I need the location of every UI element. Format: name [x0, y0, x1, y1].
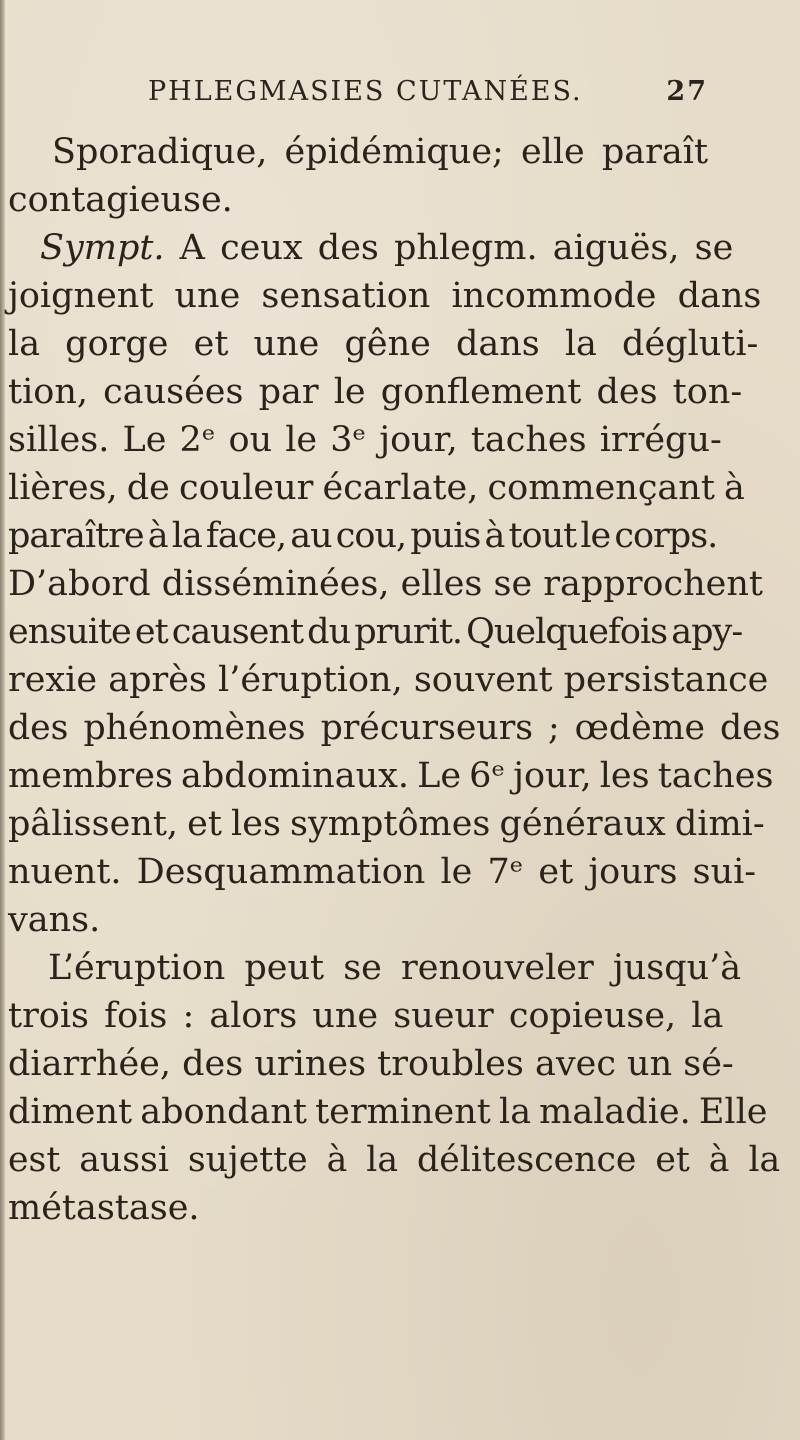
text-line: paraître à la face, au cou, puis à tout le corps.	[8, 516, 718, 556]
running-head	[148, 76, 708, 116]
text-line: rexie après l’éruption, souvent persistance	[8, 660, 769, 700]
text-line: L’éruption peut se renouveler jusqu’à	[48, 948, 742, 988]
text-line: nuent. Desquammation le 7ᵉ et jours sui-	[8, 852, 757, 892]
text-line: membres abdominaux. Le 6ᵉ jour, les taches	[8, 756, 774, 796]
text-line: ensuite et causent du prurit. Quelquefois apy-	[8, 612, 743, 652]
text-line: est aussi sujette à la délitescence et à la	[8, 1140, 781, 1180]
page-number: 27	[666, 76, 708, 107]
text-line: vans.	[8, 900, 101, 940]
running-head-title: PHLEGMASIES CUTANÉES.	[148, 76, 583, 107]
text-line: trois fois : alors une sueur copieuse, la	[8, 996, 724, 1036]
text-line: tion, causées par le gonflement des ton-	[8, 372, 743, 412]
text-line: la gorge et une gêne dans la dégluti-	[8, 324, 759, 364]
text-line: métastase.	[8, 1188, 200, 1228]
text-line: diment abondant terminent la maladie. Elle	[8, 1092, 768, 1132]
text-line: joignent une sensation incommode dans	[8, 276, 762, 316]
text-line: diarrhée, des urines troubles avec un sé-	[8, 1044, 734, 1084]
text-line: contagieuse.	[8, 180, 233, 220]
page-edge-shadow	[0, 0, 5, 1440]
text-line: lières, de couleur écarlate, commençant à	[8, 468, 745, 508]
text-line: pâlissent, et les symptômes généraux dimi-	[8, 804, 765, 844]
text-line: D’abord disséminées, elles se rapprochent	[8, 564, 763, 604]
text-line: Sympt. A ceux des phlegm. aiguës, se	[40, 228, 734, 268]
text-line: Sporadique, épidémique; elle paraît	[52, 132, 709, 172]
text-line: des phénomènes précurseurs ; œdème des	[8, 708, 781, 748]
text-line: silles. Le 2ᵉ ou le 3ᵉ jour, taches irrégu-	[8, 420, 722, 460]
